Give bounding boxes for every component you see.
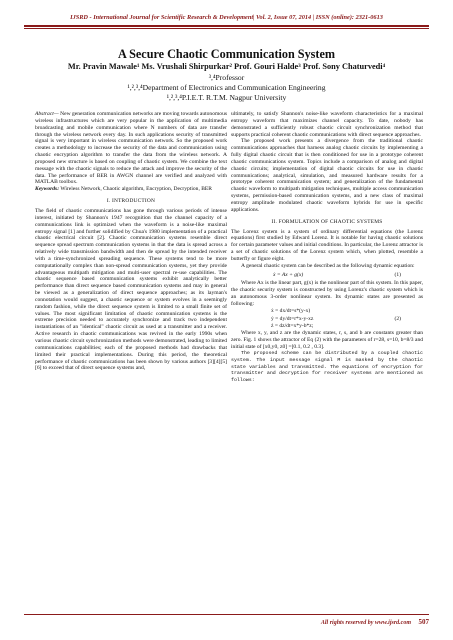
affiliation-role: ³,⁴Professor — [208, 73, 245, 82]
right-column — [231, 111, 423, 385]
abstract-text: New generation communication networks are moving towards autonomous wireless infrastructures which are very popular in the application of multimedia broadcasting and mobile communication where N numbers of data are transfer through the wireless network every day. In such applications security of transmitted signal is very important in wireless communication network. So the proposed work creates a methodology to increase the security of the data and communication using chaotic encryption algorithm to transfer the data from the wireless network. A proposed new structure is based on coupling of chaotic system. We combine the text message with the chaotic signals to reduce the attack and improve the security of the data. The performance of BER in AWGN channel are verified and analyzed with MATLAB toolbox. — [35, 111, 227, 186]
equation-2c — [231, 323, 423, 330]
equation-2a — [231, 308, 423, 315]
paragraph-lorenz: The Lorenz system is a system of ordinary differential equations (the Lorenz equations) first studied by Edward Lorenz. It is notable for having chaotic solutions for certain parameter values and initial conditions. In particular, the Lorenz attractor is a set of chaotic solutions of the Lorenz system which, when plotted, resemble a butterfly or figure eight. — [231, 228, 423, 262]
keywords-label: Keywords: — [35, 186, 60, 193]
paragraph-linear-part: Where Ax is the linear part, g(x) is the nonlinear part of this system. In this paper, the chaotic security system is constructed by using Lorenz's chaotic system which is an autonomous 3-order nonlinear system. Its dynamic states are presented as following: — [231, 280, 423, 307]
abstract-label: Abstract— — [35, 111, 59, 117]
author-line: Mr. Pravin Mawale¹ Ms. Vrushali Shirpurkar² Prof. Gouri Halde³ Prof. Sony Chaturvedi⁴ — [67, 62, 386, 71]
page-number: 507 — [418, 618, 429, 626]
paragraph-proposed-scheme: The proposed scheme can be distributed by a coupled chaotic system. The input message signal M is masked by the chaotic state variables and transmitted. The equations of encryption for transmitter and decryption for receiver systems are mentioned as follows: — [231, 350, 423, 384]
journal-header: IJSRD - International Journal for Scientific Research & Development| Vol. 2, Issue 07, 2014 | ISSN (online): 2321-0613 — [70, 14, 383, 21]
keywords — [35, 186, 227, 193]
paper-title: A Secure Chaotic Communication System — [117, 47, 336, 61]
header-rule-thin — [24, 28, 429, 29]
introduction-paragraph: The field of chaotic communications has gone through various periods of intense interest, initiated by Shannon's 1947 recognition that the channel capacity of a communications link is optimized when the waveform is a noise-like maximal entropy signal [1] and further solidified by Chua's 1980 implementation of a practical chaotic electrical circuit [2]. Chaotic communication systems resemble direct sequence spread spectrum communication systems in that the data is spread across a relatively wide transmission bandwidth and then de spread by the intended receiver with a time-synchronized spreading sequence. These systems tend to be more computationally complex than non-spread communication systems, yet they provide advantageous multipath mitigation and multi-user spectral re-use capabilities. The chaotic sequence based communication systems exhibit analytically better performance than direct sequence based communication systems and may in general be viewed as a generalization of direct sequence approaches; as its layman's connotation would suggest, a chaotic sequence or system evolves in a seemingly random fashion, while the direct sequence system is limited to a small finite set of values. The most significant limitation of chaotic communication systems is the extreme precision needed to accurately synchronize and track two independent instantiations of an "identical" chaotic circuit as used at a transmitter and a receiver. Active research in chaotic communications was revived in the early 1990s when various chaotic circuit synchronization methods were demonstrated, leading to limited communications capabilities; each of the proposed methods had drawbacks that limited their practical implementations. During this period, the theoretical performance of chaotic communications has been shown by various authors [3][4][5][6] to exceed that of direct sequence systems and, — [35, 207, 227, 372]
paragraph-dynamic-states: Where x, y, and z are the dynamic states, r, s, and b are constants greater than zero. Fig. 1 shows the attractor of Eq (2) with the parameters of r=28, s=10, b=8/3 and initial state of [x0,y0, z0] =[0.1, 0.2 , 0.3]. — [231, 330, 423, 350]
affiliation-department: ¹,²,³,⁴Department of Electronics and Communication Engineering — [127, 83, 326, 92]
paragraph-shannon: ultimately, to satisfy Shannon's noise-like waveform characteristics for a maximal entropy waveform that maximizes channel capacity. To date, nobody has demonstrated a sufficiently robust chaotic circuit synchronization method that supports practical coherent chaotic communications with direct sequence approaches. — [231, 111, 423, 138]
equation-1-number: (1) — [394, 271, 401, 278]
keywords-text: Wireless Network, Chaotic algorithm, Encryption, Decryption, BER — [59, 186, 213, 193]
equation-1-body: ẋ = Ax + g(x) — [273, 271, 304, 278]
footer-rule — [24, 614, 429, 615]
equation-2-number: (2) — [394, 315, 401, 322]
abstract — [35, 111, 227, 186]
equation-1 — [231, 272, 423, 279]
paragraph-general-system: A general chaotic system can be described as the following dynamic equation: — [241, 262, 415, 269]
equation-2b — [231, 316, 423, 323]
equation-2a-body: ẋ = dx/dt=s*(y-x) — [271, 308, 311, 315]
left-column — [35, 111, 227, 372]
header-rule — [24, 25, 429, 27]
equation-2b-body: ẏ = dy/dt=r*x-y-xz — [271, 315, 314, 322]
section-heading-formulation: II. FORMULATION OF CHAOTIC SYSTEMS — [271, 218, 383, 225]
affiliation-university: ¹,²,³,⁴P.I.E.T. R.T.M. Nagpur University — [166, 93, 287, 102]
equation-2c-body: ż = dz/dt=x*y-b*z; — [271, 322, 314, 329]
footer-rights: All rights reserved by www.ijsrd.com — [320, 620, 411, 626]
section-heading-introduction: I. INTRODUCTION — [106, 198, 156, 205]
paragraph-proposed-work: The proposed work presents a divergence from the traditional chaotic communications approaches that harness analog chaotic circuits by implementing a fully digital chaotic circuit that is then conditioned for use in a prototype coherent chaotic communications system. Topics include a comparison of analog and digital chaotic circuits; implementation of digital chaotic circuits for use in chaotic communications; analytical, simulation, and measured hardware results for a prototype coherent communication system; and generalization of the fundamental chaotic waveform to multipath mitigation techniques, multiple access communication systems, permission-based communication systems, and a new class of maximal entropy amplitude modulated chaotic waveform hybrids for use in specific applications. — [231, 138, 423, 213]
page-footer — [321, 618, 429, 626]
